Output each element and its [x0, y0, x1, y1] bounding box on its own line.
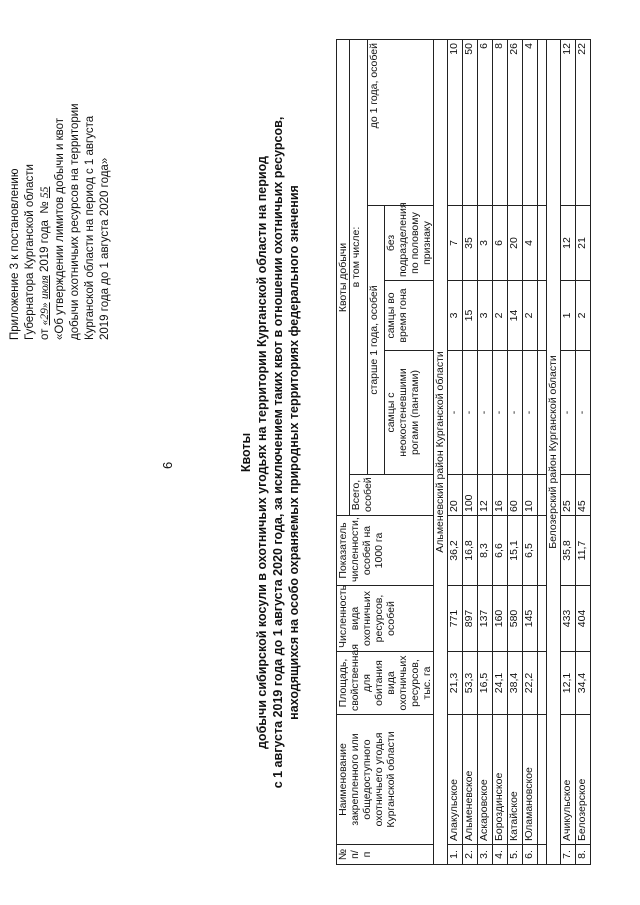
appendix-line-4: «Об утверждении лимитов добычи и квот	[54, 117, 66, 340]
cell-population: 897	[463, 586, 478, 652]
district-title: Альменевский район Курганской области	[434, 40, 448, 865]
cell-num: 5.	[508, 845, 523, 865]
cell-total: 60	[508, 475, 523, 516]
district-section-row	[434, 40, 448, 865]
cell-rut: 15	[463, 281, 478, 351]
cell-indicator: 8,3	[478, 516, 493, 586]
table-row	[576, 40, 591, 865]
appendix-line-7: 2019 года до 1 августа 2020 года»	[99, 157, 111, 340]
table-row	[478, 40, 493, 865]
title-line-3: с 1 августа 2019 года до 1 августа 2020 года, за исключением таких квот в отношении охотничьих ресурсов,	[271, 116, 285, 789]
spacer-cell	[538, 40, 547, 206]
cell-total: 16	[493, 475, 508, 516]
cell-under: 12	[561, 40, 576, 206]
cell-area: 16,5	[478, 652, 493, 715]
header-name: Наименование закрепленного или общедоступного охотничьего угодья Курганской области	[337, 715, 434, 845]
spacer-cell	[538, 206, 547, 281]
cell-nosex: 12	[561, 206, 576, 281]
cell-area: 12,1	[561, 652, 576, 715]
cell-indicator: 36,2	[448, 516, 463, 586]
cell-name: Юламановское	[523, 715, 538, 845]
cell-num: 4.	[493, 845, 508, 865]
cell-rut: 2	[576, 281, 591, 351]
cell-num: 1.	[448, 845, 463, 865]
cell-under: 4	[523, 40, 538, 206]
appendix-line-1: Приложение 3 к постановлению	[9, 168, 21, 340]
cell-antlers: -	[576, 351, 591, 475]
cell-population: 580	[508, 586, 523, 652]
title-line-4: находящихся на особо охраняемых природных территориях федерального значения	[287, 185, 301, 720]
header-population: Численность вида охотничьих ресурсов, особей	[337, 586, 434, 652]
cell-antlers: -	[561, 351, 576, 475]
spacer-cell	[538, 351, 547, 475]
cell-under: 6	[478, 40, 493, 206]
date-month: июля	[39, 275, 51, 300]
spacer-cell	[538, 715, 547, 845]
page-number: 6	[160, 461, 175, 469]
cell-indicator: 35,8	[561, 516, 576, 586]
date-year: 2019 года	[39, 220, 51, 273]
table-row	[463, 40, 478, 865]
cell-antlers: -	[463, 351, 478, 475]
header-no-sex: без подразделения по половому признаку	[385, 206, 434, 281]
cell-area: 38,4	[508, 652, 523, 715]
cell-rut: 2	[493, 281, 508, 351]
header-males-rut: самцы во время гона	[385, 281, 434, 351]
quota-table	[336, 39, 591, 865]
number-prefix: №	[39, 201, 51, 214]
cell-total: 10	[523, 475, 538, 516]
cell-name: Ачикульское	[561, 715, 576, 845]
header-total: Всего, особей	[350, 475, 434, 516]
spacer-cell	[538, 281, 547, 351]
cell-population: 404	[576, 586, 591, 652]
cell-num: 2.	[463, 845, 478, 865]
cell-total: 100	[463, 475, 478, 516]
appendix-header	[8, 10, 113, 340]
cell-num: 8.	[576, 845, 591, 865]
table-row	[493, 40, 508, 865]
spacer-cell	[538, 586, 547, 652]
cell-name: Белозерское	[576, 715, 591, 845]
section-spacer-row	[538, 40, 547, 865]
table-row	[561, 40, 576, 865]
spacer-cell	[538, 516, 547, 586]
spacer-cell	[538, 845, 547, 865]
date-prefix: от	[39, 328, 51, 340]
cell-nosex: 6	[493, 206, 508, 281]
cell-rut: 3	[478, 281, 493, 351]
header-older: старше 1 года, особей	[367, 206, 385, 475]
header-quotas: Квоты добычи	[337, 40, 350, 516]
cell-name: Катайское	[508, 715, 523, 845]
cell-antlers: -	[508, 351, 523, 475]
cell-indicator: 11,7	[576, 516, 591, 586]
spacer-cell	[538, 475, 547, 516]
cell-rut: 1	[561, 281, 576, 351]
cell-nosex: 21	[576, 206, 591, 281]
appendix-line-5: добычи охотничьих ресурсов на территории	[69, 103, 81, 340]
cell-num: 3.	[478, 845, 493, 865]
cell-under: 22	[576, 40, 591, 206]
cell-under: 50	[463, 40, 478, 206]
cell-area: 22,2	[523, 652, 538, 715]
cell-rut: 3	[448, 281, 463, 351]
number-value: 55	[39, 186, 51, 199]
cell-indicator: 15,1	[508, 516, 523, 586]
cell-rut: 2	[523, 281, 538, 351]
spacer-cell	[538, 652, 547, 715]
cell-under: 26	[508, 40, 523, 206]
table-row	[448, 40, 463, 865]
cell-antlers: -	[493, 351, 508, 475]
cell-population: 433	[561, 586, 576, 652]
header-num: № п/п	[337, 845, 434, 865]
cell-indicator: 6,6	[493, 516, 508, 586]
cell-nosex: 35	[463, 206, 478, 281]
cell-area: 24,1	[493, 652, 508, 715]
cell-population: 145	[523, 586, 538, 652]
cell-num: 7.	[561, 845, 576, 865]
appendix-line-2: Губернатора Курганской области	[24, 164, 36, 340]
cell-area: 53,3	[463, 652, 478, 715]
cell-name: Аскаровское	[478, 715, 493, 845]
cell-name: Бороздинское	[493, 715, 508, 845]
header-males-antlers: самцы с неокостеневшими рогами (пантами)	[385, 351, 434, 475]
cell-under: 10	[448, 40, 463, 206]
district-section-row	[547, 40, 561, 865]
document-title	[238, 40, 302, 865]
header-indicator: Показатель численности, особей на 1000 га	[337, 516, 434, 586]
header-including: в том числе:	[350, 40, 368, 475]
date-day: «29»	[39, 302, 51, 326]
cell-nosex: 3	[478, 206, 493, 281]
table-row	[508, 40, 523, 865]
cell-nosex: 20	[508, 206, 523, 281]
cell-nosex: 4	[523, 206, 538, 281]
cell-total: 12	[478, 475, 493, 516]
header-under-one: до 1 года, особей	[367, 40, 434, 206]
cell-nosex: 7	[448, 206, 463, 281]
appendix-date-line	[38, 10, 53, 340]
quota-table-body	[434, 40, 591, 865]
header-area: Площадь, свойственная для обитания вида охотничьих ресурсов, тыс. га	[337, 652, 434, 715]
cell-indicator: 16,8	[463, 516, 478, 586]
cell-num: 6.	[523, 845, 538, 865]
cell-population: 160	[493, 586, 508, 652]
title-line-2: добычи сибирской косули в охотничьих угодьях на территории Курганской области на период	[255, 156, 269, 749]
cell-indicator: 6,5	[523, 516, 538, 586]
cell-total: 20	[448, 475, 463, 516]
cell-antlers: -	[448, 351, 463, 475]
cell-population: 771	[448, 586, 463, 652]
district-title: Белозерский район Курганской области	[547, 40, 561, 865]
cell-antlers: -	[523, 351, 538, 475]
cell-name: Алакульское	[448, 715, 463, 845]
cell-area: 21,3	[448, 652, 463, 715]
appendix-line-6: Курганской области на период с 1 августа	[84, 115, 96, 340]
cell-rut: 14	[508, 281, 523, 351]
table-row	[523, 40, 538, 865]
cell-under: 8	[493, 40, 508, 206]
cell-population: 137	[478, 586, 493, 652]
cell-name: Альменевское	[463, 715, 478, 845]
cell-total: 25	[561, 475, 576, 516]
cell-area: 34,4	[576, 652, 591, 715]
cell-antlers: -	[478, 351, 493, 475]
cell-total: 45	[576, 475, 591, 516]
title-line-1: Квоты	[239, 432, 253, 473]
